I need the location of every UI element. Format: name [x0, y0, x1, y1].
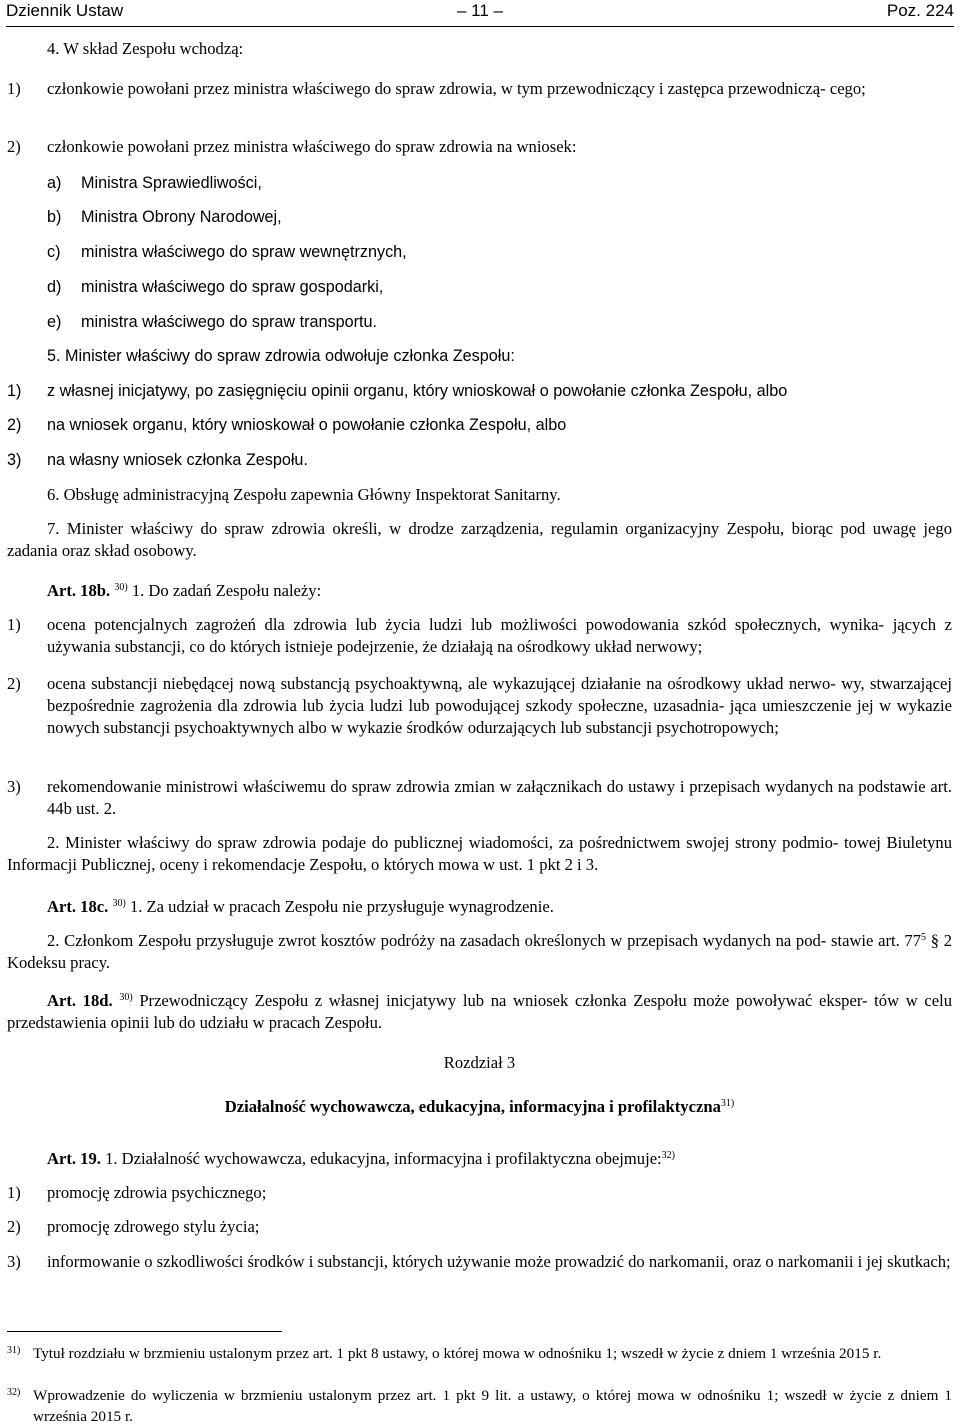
article-18d	[7, 990, 952, 1034]
item-text: Ministra Sprawiedliwości,	[81, 174, 262, 192]
item-text: rekomendowanie ministrowi właściwemu do spraw zdrowia zmian w załącznikach do ustawy i przepisach wydanych na podstawie art. 44b ust. 2.	[47, 777, 952, 818]
article-18b-paragraph-2: 2. Minister właściwy do spraw zdrowia podaje do publicznej wiadomości, za pośrednictwem swojej strony podmio- towej Biuletynu Informacji Publicznej, oceny i rekomendacje Zespołu, o których mowa w ust. 1 pkt 2 i 3.	[7, 833, 952, 874]
item-number: 2)	[7, 1217, 21, 1236]
sub-item	[47, 276, 952, 298]
list-item	[7, 414, 952, 436]
item-number: 1)	[7, 615, 21, 634]
item-text: na wniosek organu, który wnioskował o powołanie członka Zespołu, albo	[47, 416, 567, 434]
footnote-ref: 30)	[114, 582, 128, 593]
page-number: – 11 –	[456, 1, 503, 20]
item-number: 1)	[7, 79, 21, 98]
item-number: 3)	[7, 451, 22, 469]
sub-item	[47, 172, 952, 194]
item-number: 2)	[7, 416, 22, 434]
list-item	[7, 449, 952, 471]
journal-name: Dziennik Ustaw	[6, 1, 124, 20]
list-item	[7, 136, 952, 158]
article-text: 1. Działalność wychowawcza, edukacyjna, informacyjna i profilaktyczna obejmuje:	[105, 1149, 662, 1168]
article-label: Art. 18c.	[47, 897, 109, 916]
item-text: promocję zdrowego stylu życia;	[47, 1217, 260, 1236]
item-letter: d)	[47, 278, 62, 296]
footnote-ref: 32)	[661, 1150, 676, 1161]
sub-item	[47, 206, 952, 228]
item-number: 2)	[7, 674, 21, 693]
item-number: 3)	[7, 1252, 21, 1271]
paragraph-7: 7. Minister właściwy do spraw zdrowia określi, w drodze zarządzenia, regulamin organizacyjny Zespołu, biorąc pod uwagę jego zadania oraz skład osobowy.	[7, 519, 952, 560]
page-header	[6, 0, 954, 27]
item-text: na własny wniosek członka Zespołu.	[47, 451, 308, 469]
footnote-ref: 30)	[112, 898, 126, 909]
article-19-heading	[47, 1148, 952, 1170]
footnote	[7, 1385, 952, 1427]
item-text: ministra właściwego do spraw gospodarki,	[81, 278, 384, 296]
footnote-mark: 31)	[7, 1345, 21, 1356]
item-text: ocena potencjalnych zagrożeń dla zdrowia lub życia ludzi lub możliwości powodowania szkód społecznych, wynika- jących z używania substancji, co do których istnieje podejrzenie, że działają na ośrodkowy układ nerwowy;	[47, 615, 952, 656]
item-number: 2)	[7, 137, 21, 156]
footnote-text: Wprowadzenie do wyliczenia w brzmieniu ustalonym przez art. 1 pkt 9 lit. a ustawy, o której mowa w odnośniku 1; wszedł w życie z dniem 1 września 2015 r.	[33, 1387, 952, 1425]
chapter-number: Rozdział 3	[443, 1053, 516, 1072]
paragraph-text: 2. Członkom Zespołu przysługuje zwrot kosztów podróży na zasadach określonych w przepisach wydanych na pod- stawie art. 77	[47, 931, 922, 950]
item-text: informowanie o szkodliwości środków i substancji, których używanie może prowadzić do narkomanii, oraz o narkomanii i jej skutkach;	[47, 1252, 951, 1271]
paragraph-6: 6. Obsługę administracyjną Zespołu zapewnia Główny Inspektorat Sanitarny.	[47, 485, 561, 504]
item-text: ministra właściwego do spraw wewnętrznych,	[81, 243, 407, 261]
footnote-separator	[7, 1331, 282, 1332]
list-item	[7, 380, 952, 402]
item-text: ocena substancji niebędącej nową substancją psychoaktywną, ale wykazującej działanie na ośrodkowy układ nerwo- wy, stwarzającej bezpośrednie zagrożenia dla zdrowia lub życia ludzi lub powodującej szkody społeczne, uzasadnia- jąca umieszczenie jej w wykazie nowych substancji psychoaktywnych albo w wykazie środków odurzających lub substancji psychotropowych;	[47, 674, 952, 737]
item-text: członkowie powołani przez ministra właściwego do spraw zdrowia na wniosek:	[47, 137, 577, 156]
list-item	[7, 614, 952, 658]
item-letter: c)	[47, 243, 61, 261]
list-item	[7, 673, 952, 739]
item-text: Ministra Obrony Narodowej,	[81, 208, 282, 226]
item-number: Poz. 224	[886, 1, 954, 20]
article-18c-heading	[47, 896, 952, 918]
article-18c-paragraph-2	[7, 930, 952, 974]
footnote	[7, 1343, 952, 1364]
item-letter: e)	[47, 313, 62, 331]
article-text: 1. Za udział w pracach Zespołu nie przysługuje wynagrodzenie.	[129, 897, 554, 916]
article-label: Art. 18d.	[47, 991, 113, 1010]
sub-item	[47, 241, 952, 263]
item-text: ministra właściwego do spraw transportu.	[81, 313, 377, 331]
article-18b-heading	[47, 580, 952, 602]
article-text: 1. Do zadań Zespołu należy:	[131, 581, 322, 600]
footnote-ref: 30)	[119, 992, 133, 1003]
superscript: 5	[921, 932, 927, 943]
item-text: z własnej inicjatywy, po zasięgnięciu opinii organu, który wnioskował o powołanie członka Zespołu, albo	[47, 382, 788, 400]
sub-item	[47, 311, 952, 333]
list-item	[7, 1216, 952, 1238]
item-letter: a)	[47, 174, 62, 192]
chapter-title	[7, 1096, 952, 1118]
item-text: członkowie powołani przez ministra właściwego do spraw zdrowia, w tym przewodniczący i zastępca przewodniczą- cego;	[47, 79, 866, 98]
article-label: Art. 18b.	[47, 581, 111, 600]
chapter-title-text: Działalność wychowawcza, edukacyjna, informacyjna i profilaktyczna	[224, 1097, 721, 1116]
article-text: Przewodniczący Zespołu z własnej inicjatywy lub na wniosek członka Zespołu może powoływać eksper- tów w celu przedstawienia opinii lub do udziału w pracach Zespołu.	[7, 991, 952, 1032]
item-number: 3)	[7, 777, 21, 796]
footnote-text: Tytuł rozdziału w brzmieniu ustalonym przez art. 1 pkt 8 ustawy, o której mowa w odnośniku 1; wszedł w życie z dniem 1 września 2015 r.	[33, 1345, 882, 1362]
footnote-mark: 32)	[7, 1387, 21, 1398]
footnote-ref: 31)	[720, 1098, 735, 1109]
list-item	[7, 1251, 952, 1273]
article-label: Art. 19.	[47, 1149, 101, 1168]
list-item	[7, 78, 952, 100]
item-number: 1)	[7, 1183, 21, 1202]
paragraph-5: 5. Minister właściwy do spraw zdrowia odwołuje członka Zespołu:	[47, 347, 515, 365]
paragraph-4: 4. W skład Zespołu wchodzą:	[47, 39, 244, 58]
item-text: promocję zdrowia psychicznego;	[47, 1183, 267, 1202]
list-item	[7, 1182, 952, 1204]
list-item	[7, 776, 952, 820]
item-letter: b)	[47, 208, 62, 226]
item-number: 1)	[7, 382, 22, 400]
paragraph-text: § 2 Kodeksu pracy.	[7, 931, 952, 972]
